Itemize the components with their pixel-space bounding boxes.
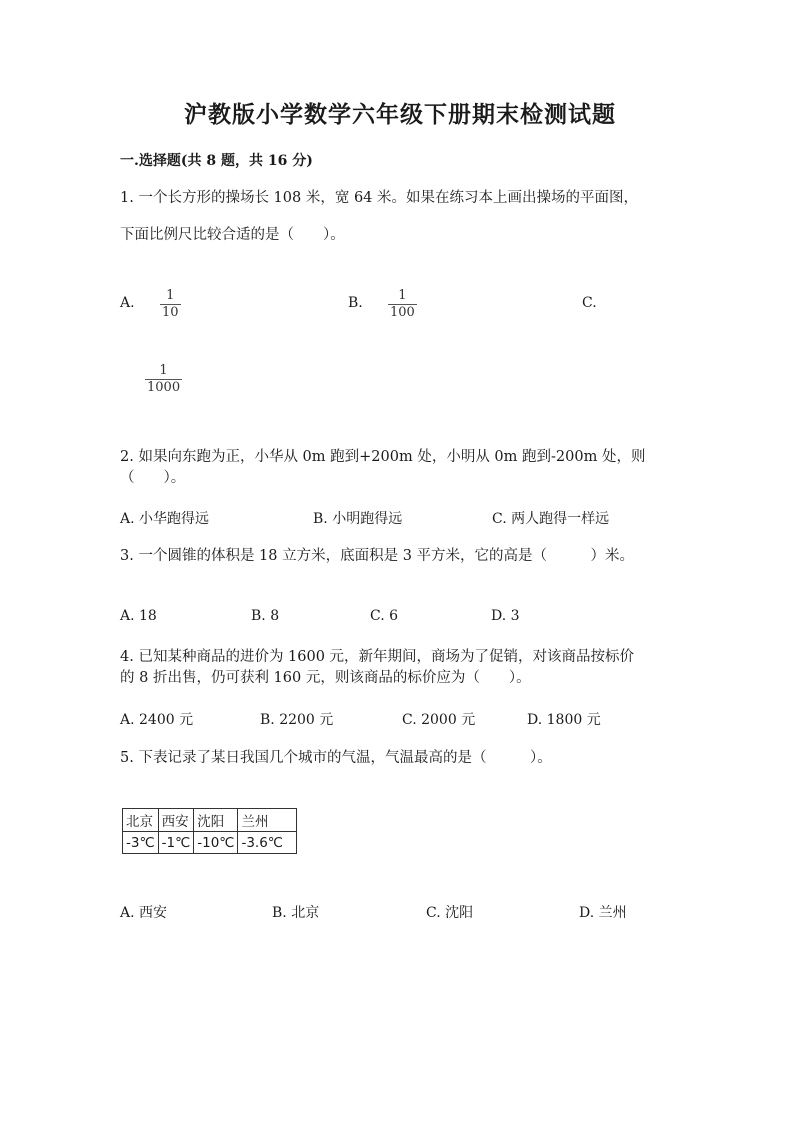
question-3-option-c: C. 6	[370, 608, 399, 624]
question-1-option-a-label: A.	[120, 295, 135, 311]
fraction-denominator: 10	[162, 305, 179, 320]
fraction-denominator: 100	[390, 305, 415, 320]
question-1-option-b-fraction	[388, 289, 417, 320]
section-heading: 一.选择题(共 8 题，共 16 分)	[120, 153, 313, 169]
fraction-numerator: 1	[166, 288, 175, 303]
table-row-cities	[123, 809, 297, 832]
question-5-option-d: D. 兰州	[579, 905, 627, 921]
question-4-option-a: A. 2400 元	[120, 712, 194, 728]
question-5-option-c: C. 沈阳	[426, 905, 474, 921]
table-row-temps	[123, 832, 297, 854]
question-1-option-b-label: B.	[348, 295, 363, 311]
question-1-option-c-fraction	[145, 364, 182, 395]
question-4-line-2: 的 8 折出售，仍可获利 160 元，则该商品的标价应为（ ）。	[120, 670, 531, 686]
question-4-option-b: B. 2200 元	[260, 712, 334, 728]
question-3-option-a: A. 18	[120, 608, 157, 624]
table-cell-temp: -3.6℃	[238, 832, 297, 854]
question-2-option-a: A. 小华跑得远	[120, 511, 210, 527]
fraction-numerator: 1	[159, 363, 168, 378]
question-1-option-a-fraction	[160, 289, 181, 320]
question-5-option-b: B. 北京	[272, 905, 320, 921]
temperature-table	[122, 808, 297, 854]
question-2-line-2: （ ）。	[120, 470, 186, 486]
question-3-option-d: D. 3	[491, 608, 520, 624]
question-4-option-c: C. 2000 元	[402, 712, 476, 728]
page-title: 沪教版小学数学六年级下册期末检测试题	[184, 101, 616, 128]
fraction-denominator: 1000	[147, 380, 181, 395]
question-1-option-c-label: C.	[582, 295, 597, 311]
table-cell-city: 西安	[158, 809, 194, 832]
fraction-numerator: 1	[398, 288, 407, 303]
question-1-line-1: 1. 一个长方形的操场长 108 米，宽 64 米。如果在练习本上画出操场的平面图，	[120, 190, 639, 206]
question-5-option-a: A. 西安	[120, 905, 168, 921]
table-cell-temp: -1℃	[158, 832, 194, 854]
question-2-line-1: 2. 如果向东跑为正，小华从 0m 跑到+200m 处，小明从 0m 跑到-200m 处，则	[120, 449, 646, 465]
question-2-option-b: B. 小明跑得远	[313, 511, 403, 527]
table-cell-temp: -3℃	[123, 832, 159, 854]
question-2-option-c: C. 两人跑得一样远	[492, 511, 610, 527]
question-3-option-b: B. 8	[251, 608, 280, 624]
table-cell-city: 北京	[123, 809, 159, 832]
table-cell-temp: -10℃	[194, 832, 238, 854]
table-cell-city: 兰州	[238, 809, 297, 832]
table-cell-city: 沈阳	[194, 809, 238, 832]
question-4-line-1: 4. 已知某种商品的进价为 1600 元，新年期间，商场为了促销，对该商品按标价	[120, 649, 635, 665]
question-4-option-d: D. 1800 元	[527, 712, 601, 728]
question-1-line-2: 下面比例尺比较合适的是（ ）。	[120, 227, 345, 243]
question-5-line-1: 5. 下表记录了某日我国几个城市的气温，气温最高的是（ ）。	[120, 750, 552, 766]
question-3-line-1: 3. 一个圆锥的体积是 18 立方米，底面积是 3 平方米，它的高是（ ）米。	[120, 548, 635, 564]
